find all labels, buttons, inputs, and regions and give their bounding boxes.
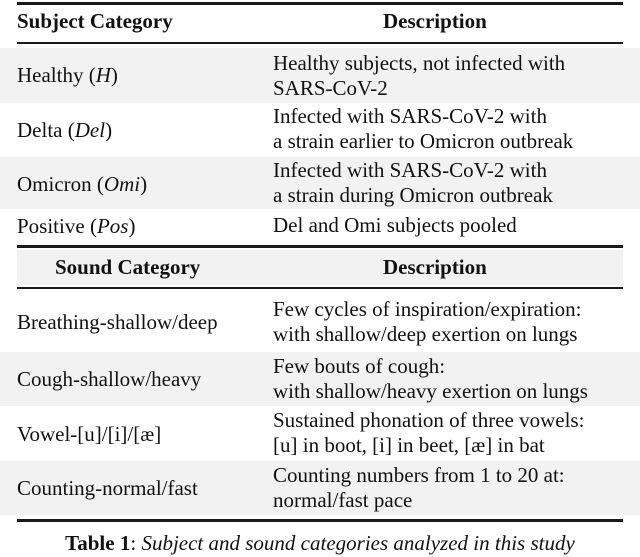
subject-description: Infected with SARS-CoV-2 with a strain earlier to Omicron outbreak [273,104,574,153]
table-row-healthy [0,48,640,103]
sound-category-header: Sound Category [55,255,201,279]
table-row-breathing [0,293,640,350]
sound-name: Counting-normal/fast [17,476,198,500]
subject-description: Del and Omi subjects pooled [273,213,517,237]
table-row-cough [0,352,640,406]
table-row-counting [0,461,640,515]
sound-description: Counting numbers from 1 to 20 at: normal/fast pace [273,463,565,512]
sound-name: Cough-shallow/heavy [17,367,202,391]
caption-separator: : [130,531,142,555]
sound-description: Few cycles of inspiration/expiration: with shallow/deep exertion on lungs [273,297,582,346]
caption-label: Table 1 [65,531,131,555]
table-row-delta [0,104,640,156]
sound-description-header: Description [383,255,487,279]
subject-name: Omicron (Omi) [17,172,148,196]
table-caption [0,531,640,556]
subject-description: Healthy subjects, not infected with SARS-CoV-2 [273,51,566,100]
section-rule [17,245,623,248]
subject-description: Infected with SARS-CoV-2 with a strain during Omicron outbreak [273,158,553,207]
sound-header-rule [17,287,623,289]
caption-text: Subject and sound categories analyzed in this study [141,531,575,555]
sound-description: Sustained phonation of three vowels: [u] in boot, [i] in beet, [æ] in bat [273,408,585,457]
subject-category-header: Subject Category [17,9,173,33]
bottom-rule [17,519,623,522]
header-rule [17,42,623,44]
table-row-positive [0,210,640,242]
sound-name: Breathing-shallow/deep [17,310,218,334]
top-rule [17,2,623,5]
sound-description: Few bouts of cough: with shallow/heavy exertion on lungs [273,354,588,403]
subject-name: Positive (Pos) [17,214,136,238]
sound-name: Vowel-[u]/[i]/[æ] [17,422,162,446]
subject-description-header: Description [383,9,487,33]
table-row-vowel [0,407,640,460]
table-row-omicron [0,157,640,209]
subject-name: Delta (Del) [17,118,113,142]
subject-name: Healthy (H) [17,63,118,87]
